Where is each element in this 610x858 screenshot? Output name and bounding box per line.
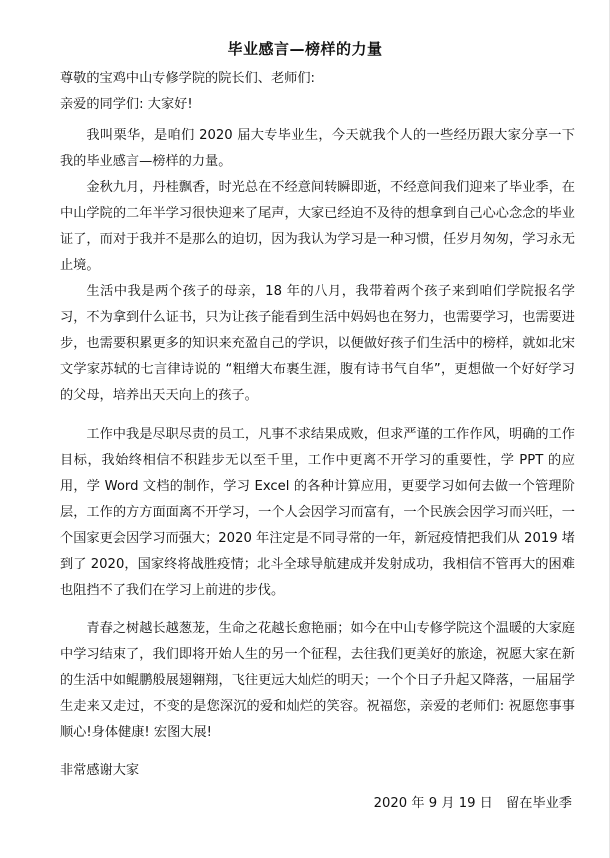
signature-date: 2020 年 9 月 19 日 留在毕业季 <box>373 796 572 811</box>
paragraph-blessing: 青春之树越长越葱茏，生命之花越长愈艳丽；如今在中山专修学院这个温暖的大家庭中学习结束了，我们即将开始人生的另一个征程，去往我们更美好的旅途，祝愿大家在新的生活中如鲲鹏般展翅翱翔，飞往更远大灿烂的明天；一个个日子升起又降落，一届届学生走来又走过，不变的是您深沉的爱和灿烂的笑容。祝福您，亲爱的老师们: 祝愿您事事顺心!身体健康! 宏图大展! <box>60 621 575 740</box>
paragraph-autumn: 金秋九月，丹桂飘香，时光总在不经意间转瞬即逝，不经意间我们迎来了毕业季，在中山学院的二年半学习很快迎来了尾声，大家已经迫不及待的想拿到自己心心念念的毕业证了，而对于我并不是那么的迫切，因为我认为学习是一种习惯，任岁月匆匆，学习永无止境。 <box>60 180 575 273</box>
salutation-teachers: 尊敬的宝鸡中山专修学院的院长们、老师们: <box>60 71 316 86</box>
paragraph-work: 工作中我是尽职尽责的员工，凡事不求结果成败，但求严谨的工作作风，明确的工作目标，我始终相信不积跬步无以至千里，工作中更离不开学习的重要性，学 PPT 的应用，学 Word 文档的制作，学习 Excel 的各种计算应用，更要学习如何去做一个管理阶层，工作的方方面面离不开学习，一个人会因学习而富有，一个民族会因学习而兴旺，一个国家更会因学习而强大；2020 年注定是不同寻常的一年，新冠疫情把我们从 2019 堵到了 2020，国家终将战胜疫情；北斗全球导航建成并发射成功，我相信不管再大的困难也阻挡不了我们在学习上前进的步伐。 <box>60 427 575 598</box>
salutation-students: 亲爱的同学们: 大家好! <box>60 97 193 112</box>
paragraph-intro: 我叫栗华，是咱们 2020 届大专毕业生，今天就我个人的一些经历跟大家分享一下我的毕业感言—榜样的力量。 <box>60 128 575 169</box>
document-title: 毕业感言—榜样的力量 <box>227 40 383 58</box>
paragraph-life: 生活中我是两个孩子的母亲，18 年的八月，我带着两个孩子来到咱们学院报名学习，不为拿到什么证书，只为让孩子能看到生活中妈妈也在努力，也需要学习，也需要进步，也需要积累更多的知识来充盈自己的学识，以便做好孩子们生活中的榜样，就如北宋文学家苏轼的七言律诗说的 “粗缯大布裹生涯，腹有诗书气自华”，更想做一个好好学习的父母，培养出天天向上的孩子。 <box>60 284 575 403</box>
closing-thanks: 非常感谢大家 <box>60 763 140 778</box>
